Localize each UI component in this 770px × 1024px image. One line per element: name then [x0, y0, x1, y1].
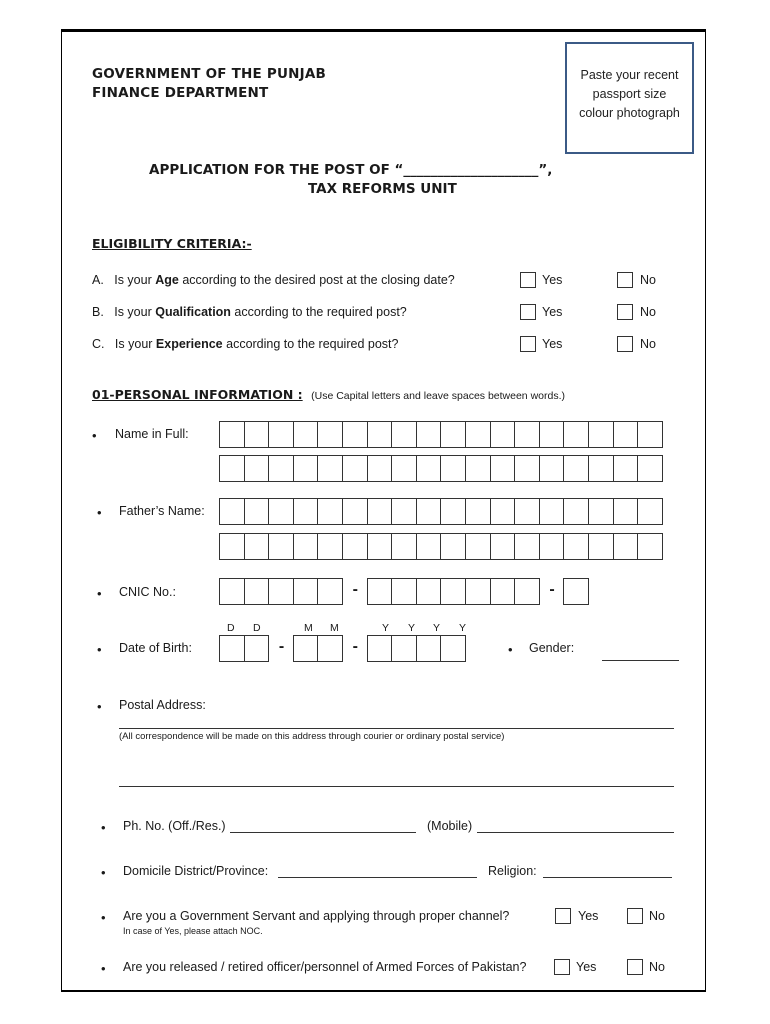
char-box[interactable] — [268, 578, 294, 605]
char-box[interactable] — [317, 533, 343, 560]
char-box[interactable] — [563, 578, 589, 605]
char-box[interactable] — [490, 455, 516, 482]
char-box[interactable] — [317, 455, 343, 482]
char-box[interactable] — [588, 498, 614, 525]
char-box[interactable] — [539, 533, 565, 560]
char-box[interactable] — [244, 578, 270, 605]
qualification-yes-label: Yes — [542, 305, 563, 319]
armed-yes-checkbox[interactable] — [554, 959, 570, 975]
bullet-icon: • — [508, 642, 513, 657]
char-box[interactable] — [539, 421, 565, 448]
govt-no-checkbox[interactable] — [627, 908, 643, 924]
char-box[interactable] — [391, 421, 417, 448]
armed-no-checkbox[interactable] — [627, 959, 643, 975]
char-box[interactable] — [391, 455, 417, 482]
bullet-icon: • — [101, 910, 106, 925]
govt-servant-question: Are you a Government Servant and applying through proper channel? — [123, 909, 510, 923]
bullet-icon: • — [101, 865, 106, 880]
qualification-no-checkbox[interactable] — [617, 304, 633, 320]
char-box[interactable] — [244, 635, 270, 662]
armed-forces-question: Are you released / retired officer/personnel of Armed Forces of Pakistan? — [123, 960, 527, 974]
question-text-bold: Experience — [155, 337, 223, 351]
religion-label: Religion: — [488, 864, 537, 878]
char-box[interactable] — [416, 533, 442, 560]
char-box[interactable] — [490, 578, 516, 605]
govt-no-label: No — [649, 909, 665, 923]
question-age — [92, 273, 455, 287]
age-no-label: No — [640, 273, 656, 287]
armed-no-label: No — [649, 960, 665, 974]
char-box[interactable] — [219, 635, 245, 662]
name-grid-row1[interactable] — [220, 421, 663, 448]
char-box[interactable] — [342, 421, 368, 448]
dob-letter: D — [253, 622, 261, 634]
dob-grid[interactable] — [220, 635, 466, 662]
char-box[interactable] — [219, 421, 245, 448]
postal-address-label: Postal Address: — [119, 698, 206, 712]
char-box[interactable] — [416, 421, 442, 448]
char-box[interactable] — [613, 455, 639, 482]
char-box[interactable] — [219, 455, 245, 482]
postal-address-line1[interactable] — [119, 728, 674, 729]
char-box[interactable] — [367, 578, 393, 605]
qualification-no-label: No — [640, 305, 656, 319]
char-box[interactable] — [440, 455, 466, 482]
application-subtitle: TAX REFORMS UNIT — [308, 181, 457, 197]
phone-input-line[interactable] — [230, 832, 416, 833]
char-box[interactable] — [367, 455, 393, 482]
char-box[interactable] — [613, 533, 639, 560]
religion-input-line[interactable] — [543, 877, 672, 878]
char-box[interactable] — [391, 578, 417, 605]
char-box[interactable] — [293, 455, 319, 482]
char-box[interactable] — [367, 533, 393, 560]
mobile-label: (Mobile) — [427, 819, 473, 833]
bullet-icon: • — [101, 961, 106, 976]
dob-letter: Y — [459, 622, 467, 634]
char-box[interactable] — [317, 635, 343, 662]
separator-dash: - — [352, 581, 358, 598]
photo-box-line1: Paste your recent — [580, 68, 679, 82]
postal-address-note: (All correspondence will be made on this address through courier or ordinary postal service) — [119, 731, 505, 742]
char-box[interactable] — [391, 635, 417, 662]
question-letter: B. — [92, 305, 104, 319]
char-box[interactable] — [268, 533, 294, 560]
char-box[interactable] — [440, 533, 466, 560]
personal-info-note: (Use Capital letters and leave spaces between words.) — [311, 390, 565, 402]
personal-info-header — [92, 386, 565, 404]
bullet-icon: • — [97, 505, 102, 520]
char-box[interactable] — [244, 498, 270, 525]
char-box[interactable] — [539, 498, 565, 525]
char-box[interactable] — [563, 455, 589, 482]
char-box[interactable] — [637, 498, 663, 525]
char-box[interactable] — [317, 578, 343, 605]
char-box[interactable] — [588, 421, 614, 448]
question-qualification — [92, 305, 407, 319]
experience-no-label: No — [640, 337, 656, 351]
char-box[interactable] — [391, 533, 417, 560]
experience-no-checkbox[interactable] — [617, 336, 633, 352]
char-box[interactable] — [219, 578, 245, 605]
char-box[interactable] — [588, 455, 614, 482]
bullet-icon: • — [101, 820, 106, 835]
char-box[interactable] — [563, 533, 589, 560]
question-text-bold: Age — [155, 273, 179, 287]
char-box[interactable] — [342, 498, 368, 525]
char-box[interactable] — [293, 635, 319, 662]
char-box[interactable] — [440, 421, 466, 448]
char-box[interactable] — [244, 533, 270, 560]
char-box[interactable] — [539, 455, 565, 482]
char-box[interactable] — [317, 421, 343, 448]
char-box[interactable] — [440, 635, 466, 662]
header-government: GOVERNMENT OF THE PUNJAB — [92, 66, 326, 82]
separator-dash: - — [352, 638, 358, 655]
header-department: FINANCE DEPARTMENT — [92, 85, 269, 101]
char-box[interactable] — [563, 498, 589, 525]
eligibility-heading: ELIGIBILITY CRITERIA:- — [92, 236, 252, 251]
char-box[interactable] — [440, 578, 466, 605]
char-box[interactable] — [465, 498, 491, 525]
char-box[interactable] — [465, 421, 491, 448]
char-box[interactable] — [416, 498, 442, 525]
char-box[interactable] — [637, 533, 663, 560]
char-box[interactable] — [613, 421, 639, 448]
qualification-yes-checkbox[interactable] — [520, 304, 536, 320]
question-text-pre: Is your — [114, 305, 156, 319]
question-letter: C. — [92, 337, 105, 351]
char-box[interactable] — [637, 421, 663, 448]
govt-yes-label: Yes — [578, 909, 599, 923]
question-text-bold: Qualification — [155, 305, 231, 319]
char-box[interactable] — [514, 421, 540, 448]
char-box[interactable] — [293, 498, 319, 525]
char-box[interactable] — [367, 421, 393, 448]
bullet-icon: • — [92, 428, 97, 443]
gender-input-line[interactable] — [602, 660, 679, 661]
bullet-icon: • — [97, 642, 102, 657]
char-box[interactable] — [293, 578, 319, 605]
char-box[interactable] — [465, 533, 491, 560]
bullet-icon: • — [97, 586, 102, 601]
char-box[interactable] — [465, 578, 491, 605]
govt-yes-checkbox[interactable] — [555, 908, 571, 924]
char-box[interactable] — [588, 533, 614, 560]
char-box[interactable] — [268, 498, 294, 525]
char-box[interactable] — [219, 498, 245, 525]
char-box[interactable] — [563, 421, 589, 448]
father-grid-row2[interactable] — [220, 533, 663, 560]
experience-yes-checkbox[interactable] — [520, 336, 536, 352]
char-box[interactable] — [613, 498, 639, 525]
separator-dash: - — [549, 581, 555, 598]
char-box[interactable] — [293, 421, 319, 448]
age-yes-checkbox[interactable] — [520, 272, 536, 288]
char-box[interactable] — [244, 421, 270, 448]
char-box[interactable] — [465, 455, 491, 482]
question-letter: A. — [92, 273, 104, 287]
question-text-post: according to the required post? — [222, 337, 399, 351]
char-box[interactable] — [514, 498, 540, 525]
photo-box[interactable] — [565, 42, 694, 154]
dob-letter: M — [304, 622, 313, 634]
question-text-post: according to the required post? — [230, 305, 407, 319]
dob-letter: D — [227, 622, 235, 634]
dob-label: Date of Birth: — [119, 641, 192, 655]
char-box[interactable] — [293, 533, 319, 560]
postal-address-line2[interactable] — [119, 786, 674, 787]
char-box[interactable] — [514, 533, 540, 560]
question-text-pre: Is your — [114, 337, 156, 351]
char-box[interactable] — [490, 498, 516, 525]
cnic-grid[interactable] — [220, 578, 589, 605]
char-box[interactable] — [514, 578, 540, 605]
experience-yes-label: Yes — [542, 337, 563, 351]
name-label: Name in Full: — [115, 427, 189, 441]
char-box[interactable] — [490, 421, 516, 448]
domicile-input-line[interactable] — [278, 877, 477, 878]
char-box[interactable] — [342, 533, 368, 560]
father-grid-row1[interactable] — [220, 498, 663, 525]
bullet-icon: • — [97, 699, 102, 714]
question-experience — [92, 337, 398, 351]
separator-dash: - — [278, 638, 285, 655]
father-name-label: Father’s Name: — [119, 504, 205, 518]
char-box[interactable] — [440, 498, 466, 525]
dob-letter: Y — [433, 622, 441, 634]
age-no-checkbox[interactable] — [617, 272, 633, 288]
age-yes-label: Yes — [542, 273, 563, 287]
char-box[interactable] — [514, 455, 540, 482]
char-box[interactable] — [391, 498, 417, 525]
application-title: APPLICATION FOR THE POST OF “____________________”, — [149, 162, 553, 178]
char-box[interactable] — [416, 635, 442, 662]
char-box[interactable] — [490, 533, 516, 560]
dob-letter: Y — [382, 622, 390, 634]
armed-yes-label: Yes — [576, 960, 597, 974]
char-box[interactable] — [367, 635, 393, 662]
name-grid-row2[interactable] — [220, 455, 663, 482]
char-box[interactable] — [416, 455, 442, 482]
govt-servant-note: In case of Yes, please attach NOC. — [123, 926, 263, 936]
phone-label: Ph. No. (Off./Res.) — [123, 819, 226, 833]
char-box[interactable] — [244, 455, 270, 482]
char-box[interactable] — [416, 578, 442, 605]
cnic-label: CNIC No.: — [119, 585, 176, 599]
char-box[interactable] — [268, 421, 294, 448]
dob-letter: M — [330, 622, 339, 634]
dob-letter: Y — [408, 622, 416, 634]
char-box[interactable] — [317, 498, 343, 525]
domicile-label: Domicile District/Province: — [123, 864, 269, 878]
question-text-post: according to the desired post at the closing date? — [178, 273, 455, 287]
photo-box-line2: passport size — [592, 87, 667, 101]
char-box[interactable] — [268, 455, 294, 482]
personal-info-heading: 01-PERSONAL INFORMATION : — [92, 387, 303, 402]
gender-label: Gender: — [529, 641, 575, 655]
question-text-pre: Is your — [114, 273, 156, 287]
mobile-input-line[interactable] — [477, 832, 674, 833]
char-box[interactable] — [219, 533, 245, 560]
char-box[interactable] — [342, 455, 368, 482]
char-box[interactable] — [637, 455, 663, 482]
char-box[interactable] — [367, 498, 393, 525]
photo-box-line3: colour photograph — [579, 106, 680, 120]
